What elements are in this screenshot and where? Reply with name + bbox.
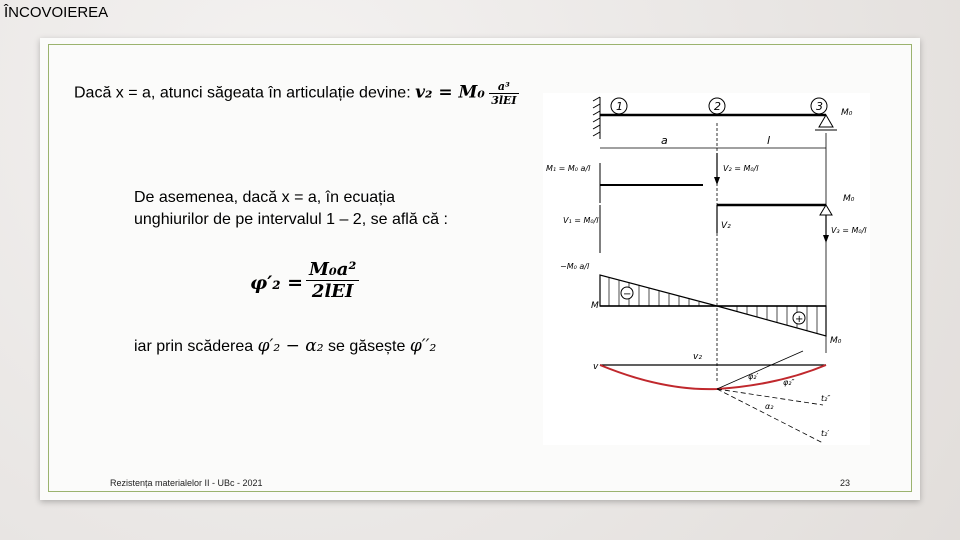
top-moment-label: M₀ bbox=[841, 108, 853, 118]
node-1-label: 1 bbox=[616, 100, 623, 113]
positive-sign: + bbox=[795, 314, 804, 325]
node-3-label: 3 bbox=[816, 100, 823, 113]
paragraph-line-1: De asemenea, dacă x = a, în ecuația bbox=[134, 189, 396, 206]
deflection-sentence bbox=[74, 80, 519, 107]
deflection-fraction bbox=[489, 80, 518, 107]
moment-min-label: −M₀ a/l bbox=[560, 262, 590, 271]
phi-double-prime: φ′′₂ bbox=[409, 336, 437, 356]
fixed-support bbox=[593, 97, 600, 139]
shear-v2-label: V₂ bbox=[721, 221, 731, 231]
phi-prime-label: φ₂′ bbox=[748, 372, 759, 381]
deflection-formula-lhs: v₂ = M₀ bbox=[415, 82, 485, 103]
deflection-text: Dacă x = a, atunci săgeata în articulație devine: bbox=[74, 84, 416, 102]
deflection-numerator: a³ bbox=[489, 80, 518, 94]
deflection-denominator: 3lEI bbox=[491, 94, 517, 107]
beam-diagram bbox=[543, 93, 870, 445]
subtraction-text-b: se găsește bbox=[323, 338, 410, 355]
page-number: 23 bbox=[840, 478, 851, 488]
phi-numerator: M₀a² bbox=[306, 259, 359, 281]
deflection-axis-label: v bbox=[593, 362, 599, 372]
tangent-double-prime-label: t₂″ bbox=[821, 394, 831, 403]
negative-sign: − bbox=[623, 289, 632, 300]
node-2-label: 2 bbox=[714, 100, 721, 113]
phi-double-prime-label: φ₂″ bbox=[783, 378, 795, 387]
moment-axis-label: M bbox=[591, 301, 599, 311]
phi-denominator: 2lEI bbox=[311, 281, 354, 302]
subtraction-expr: φ′₂ − α₂ bbox=[257, 336, 324, 356]
reaction-v1-label: V₁ = M₀/l bbox=[563, 216, 599, 225]
footer-source: Rezistența materialelor II - UBc - 2021 bbox=[110, 478, 263, 488]
alpha-label: α₂ bbox=[765, 402, 774, 411]
reaction-moment-label: M₁ = M₀ a/l bbox=[546, 164, 591, 173]
page-title: ÎNCOVOIEREA bbox=[4, 4, 109, 21]
dimension-l-label: l bbox=[767, 134, 771, 147]
phi-fraction bbox=[306, 259, 359, 302]
phi-formula-lhs: φ′₂ = bbox=[250, 272, 304, 294]
deflection-v2-label: v₂ bbox=[693, 352, 702, 362]
subtraction-sentence bbox=[134, 336, 436, 356]
paragraph-line-2: unghiurilor de pe intervalul 1 – 2, se află că : bbox=[134, 211, 448, 228]
dimension-a-label: a bbox=[661, 134, 668, 147]
mid-moment-label: M₀ bbox=[843, 194, 855, 204]
bottom-moment-label: M₀ bbox=[830, 336, 842, 346]
tangent-prime-label: t₂′ bbox=[821, 429, 830, 438]
shear-v2-top-label: V₂ = M₀/l bbox=[723, 164, 759, 173]
subtraction-text-a: iar prin scăderea bbox=[134, 338, 258, 355]
reaction-v3-label: V₃ = M₀/l bbox=[831, 226, 867, 235]
